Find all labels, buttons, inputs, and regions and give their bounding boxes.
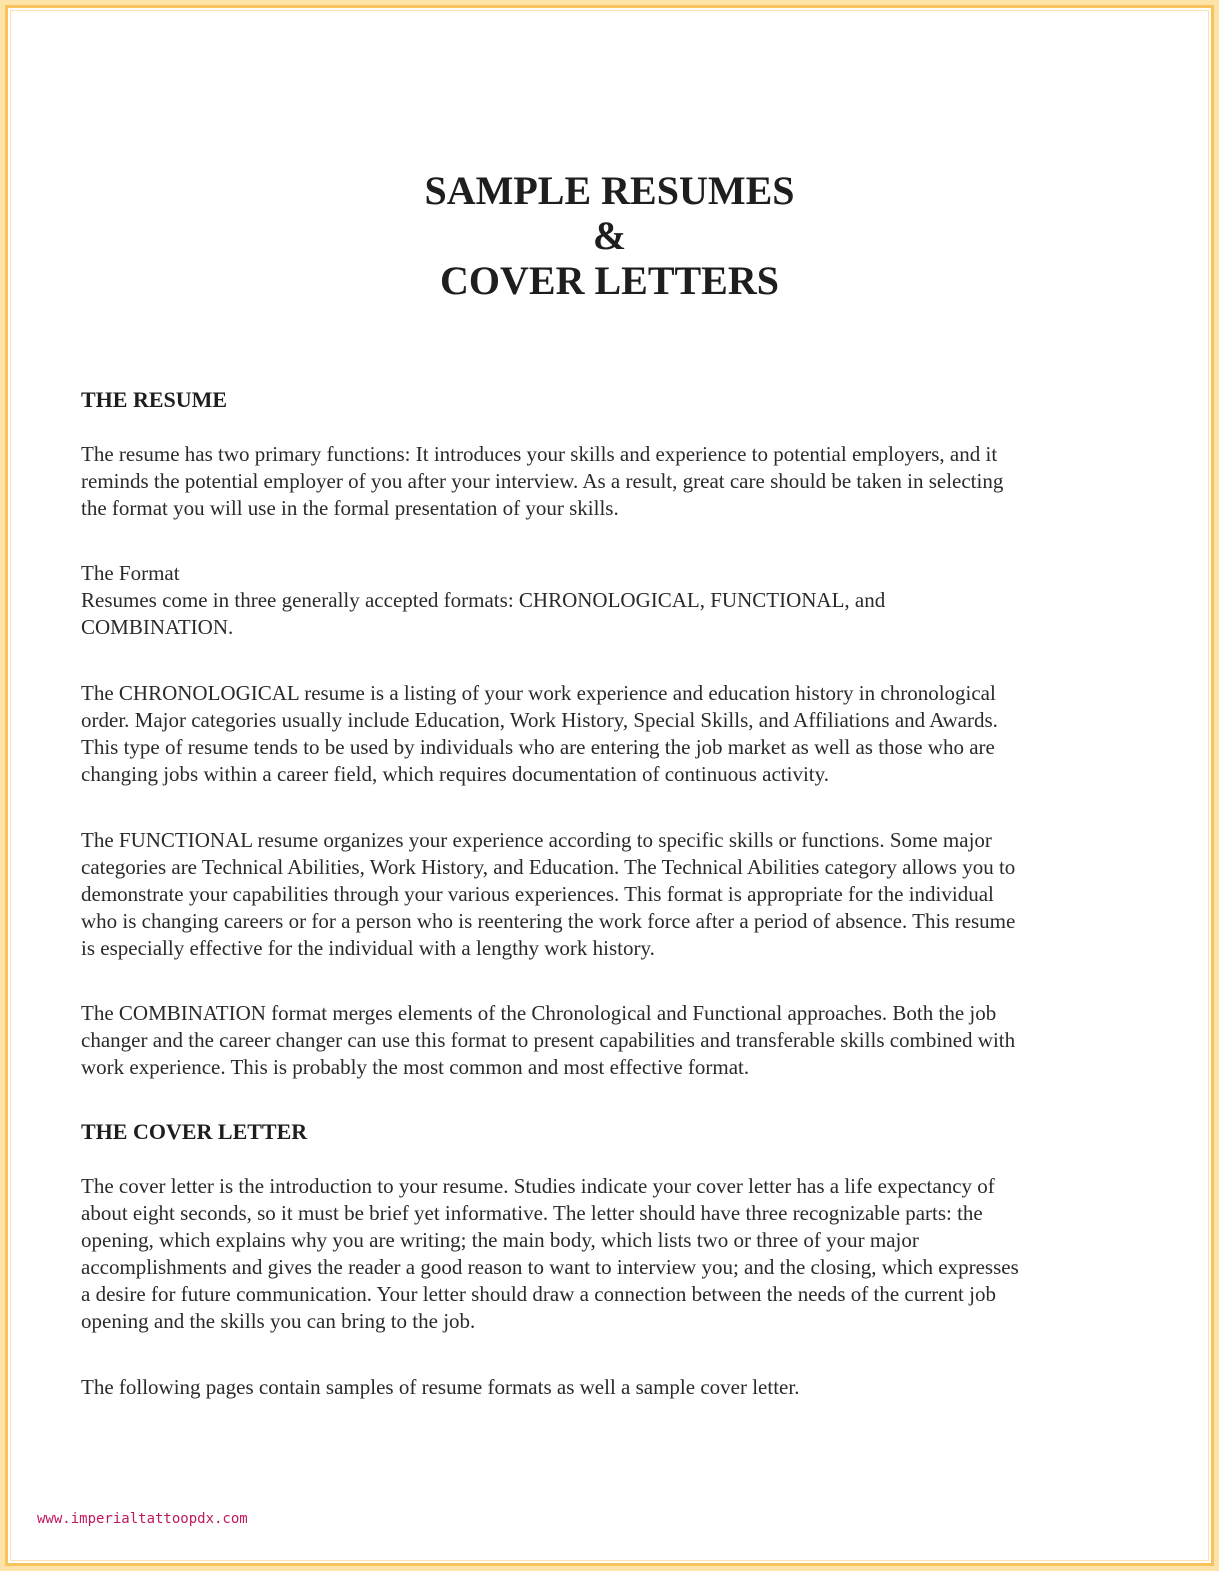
- paragraph-line: The COMBINATION format merges elements of the Chronological and Functional approaches. Both the job: [81, 1001, 997, 1025]
- functional-paragraph: [81, 827, 1151, 962]
- paragraph-line: about eight seconds, so it must be brief yet informative. The letter should have three recognizable parts: the: [81, 1201, 983, 1225]
- paragraph-line: demonstrate your capabilities through your various experiences. This format is appropriate for the individual: [81, 882, 994, 906]
- title-line-1: SAMPLE RESUMES: [424, 168, 795, 213]
- format-paragraph: [81, 560, 1151, 641]
- paragraph-line: a desire for future communication. Your letter should draw a connection between the needs of the current job: [81, 1282, 996, 1306]
- paragraph-line: changer and the career changer can use this format to present capabilities and transferable skills combined with: [81, 1028, 1016, 1052]
- paragraph-line: reminds the potential employer of you after your interview. As a result, great care should be taken in selecting: [81, 469, 1004, 493]
- cover-letter-paragraph: [81, 1173, 1151, 1335]
- paragraph-line: categories are Technical Abilities, Work History, and Education. The Technical Abilities category allows you to: [81, 855, 1016, 879]
- cover-letter-heading: THE COVER LETTER: [81, 1119, 308, 1144]
- paragraph-line: The resume has two primary functions: It introduces your skills and experience to potential employers, and it: [81, 442, 998, 466]
- paragraph-line: opening and the skills you can bring to the job.: [81, 1309, 476, 1333]
- paragraph-line: changing jobs within a career field, which requires documentation of continuous activity.: [81, 762, 830, 786]
- paragraph-line: Resumes come in three generally accepted formats: CHRONOLOGICAL, FUNCTIONAL, and: [81, 588, 886, 612]
- title-line-2: &: [592, 213, 627, 258]
- combination-paragraph: [81, 1000, 1151, 1081]
- closing-paragraph: [81, 1374, 1151, 1401]
- format-subheading: The Format: [81, 561, 180, 585]
- chronological-paragraph: [81, 680, 1151, 788]
- paragraph-line: opening, which explains why you are writing; the main body, which lists two or three of your major: [81, 1228, 919, 1252]
- watermark-url: www.imperialtattoopdx.com: [37, 1511, 248, 1527]
- paragraph-line: The following pages contain samples of resume formats as well a sample cover letter.: [81, 1375, 800, 1399]
- paragraph-line: COMBINATION.: [81, 615, 234, 639]
- paragraph-line: the format you will use in the formal presentation of your skills.: [81, 496, 619, 520]
- paragraph-line: accomplishments and gives the reader a good reason to want to interview you; and the closing, which expresses: [81, 1255, 1019, 1279]
- resume-intro-paragraph: [81, 441, 1151, 522]
- resume-heading: THE RESUME: [81, 387, 228, 412]
- paragraph-line: is especially effective for the individual with a lengthy work history.: [81, 936, 655, 960]
- paragraph-line: This type of resume tends to be used by individuals who are entering the job market as well as those who are: [81, 735, 995, 759]
- paragraph-line: who is changing careers or for a person who is reentering the work force after a period of absence. This resume: [81, 909, 1016, 933]
- document-title: [0, 168, 1219, 303]
- paragraph-line: The cover letter is the introduction to your resume. Studies indicate your cover letter has a life expectancy of: [81, 1174, 995, 1198]
- paragraph-line: The FUNCTIONAL resume organizes your experience according to specific skills or functions. Some major: [81, 828, 992, 852]
- paragraph-line: order. Major categories usually include Education, Work History, Special Skills, and Affiliations and Awards.: [81, 708, 998, 732]
- paragraph-line: work experience. This is probably the most common and most effective format.: [81, 1055, 750, 1079]
- title-line-3: COVER LETTERS: [440, 258, 779, 303]
- paragraph-line: The CHRONOLOGICAL resume is a listing of your work experience and education history in chronological: [81, 681, 996, 705]
